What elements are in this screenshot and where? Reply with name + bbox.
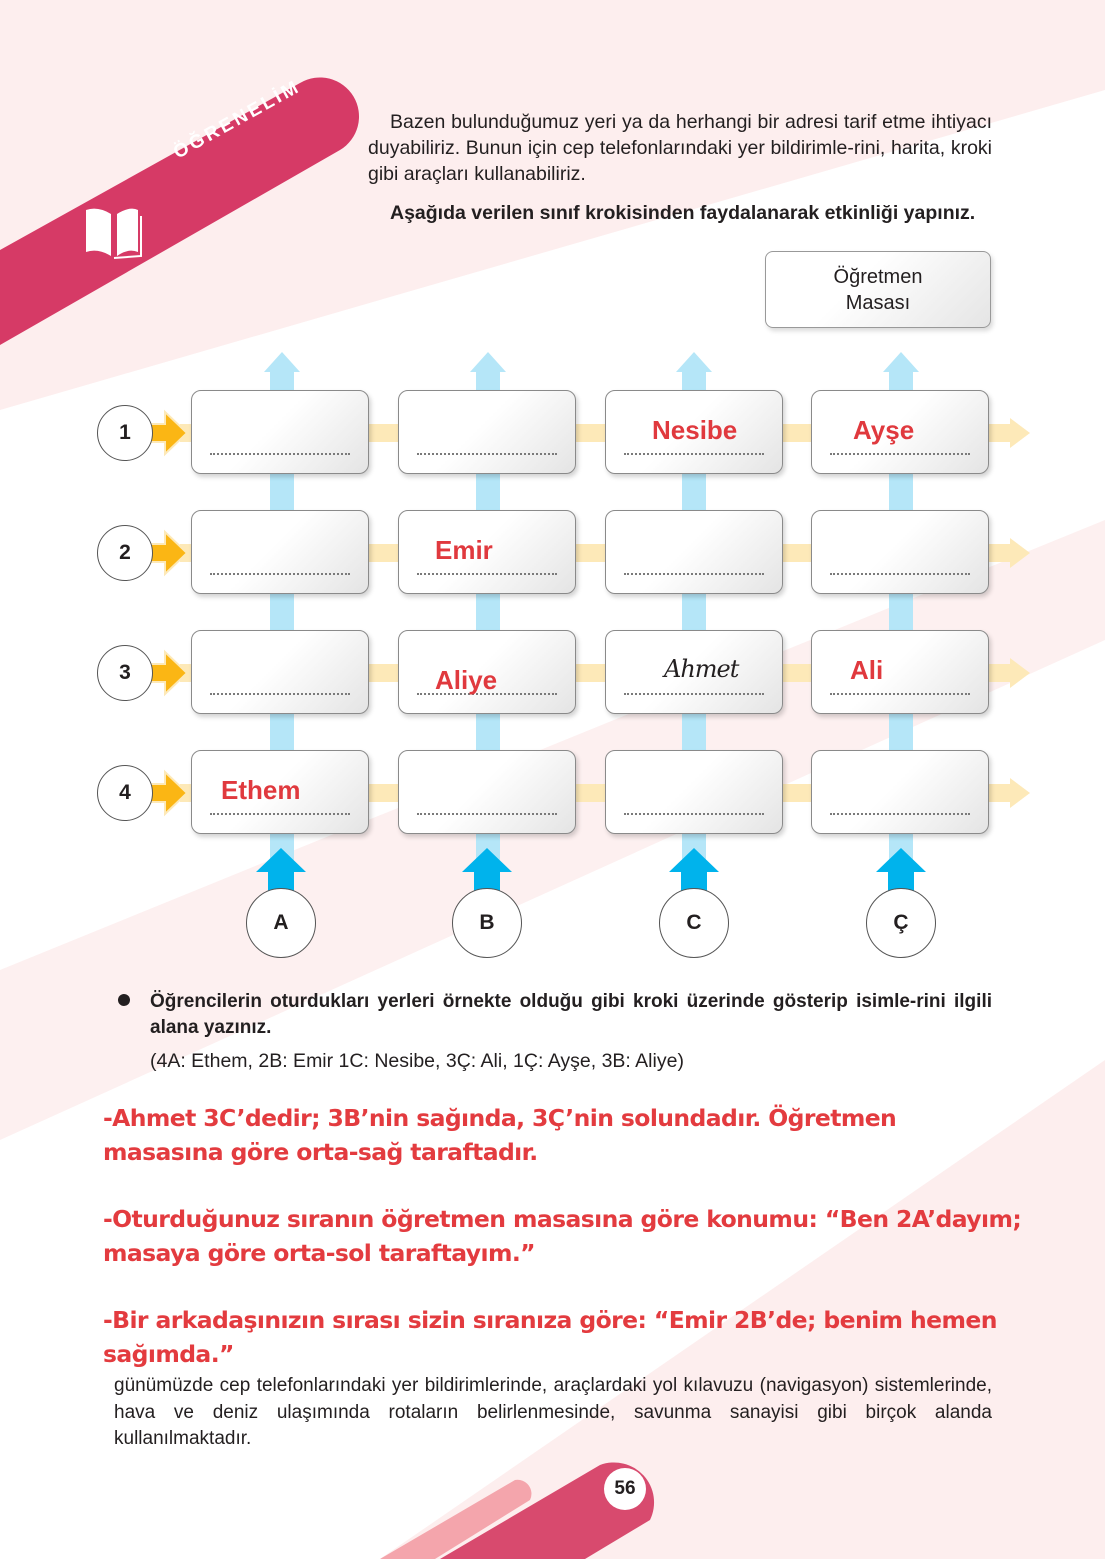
- dotted-line: [830, 693, 970, 695]
- task-hint: (4A: Ethem, 2B: Emir 1C: Nesibe, 3Ç: Ali, 1Ç: Ayşe, 3B: Aliye): [150, 1050, 684, 1072]
- seat-3C[interactable]: [605, 630, 783, 714]
- seat-3Ç[interactable]: [811, 630, 989, 714]
- dotted-line: [830, 573, 970, 575]
- row-arrows: [150, 412, 187, 814]
- column-label-C: C: [659, 888, 729, 958]
- dotted-line: [210, 813, 350, 815]
- seat-name: Emir: [435, 535, 493, 565]
- dotted-line: [624, 573, 764, 575]
- seat-name: Ayşe: [853, 415, 915, 445]
- seat-name: Ethem: [221, 775, 301, 805]
- seat-2B[interactable]: [398, 510, 576, 594]
- row-label-4: 4: [97, 765, 153, 821]
- dotted-line: [210, 573, 350, 575]
- bullet-icon: [118, 994, 130, 1006]
- seat-name: Aliye: [435, 665, 498, 695]
- seat-4C[interactable]: [605, 750, 783, 834]
- seat-1C[interactable]: [605, 390, 783, 474]
- row-label-3: 3: [97, 645, 153, 701]
- dotted-line: [210, 693, 350, 695]
- dotted-line: [830, 813, 970, 815]
- teacher-desk-line1: Öğretmen: [833, 266, 923, 288]
- dotted-line: [417, 813, 557, 815]
- dotted-line: [624, 693, 764, 695]
- row-label-2: 2: [97, 525, 153, 581]
- seat-2C[interactable]: [605, 510, 783, 594]
- banner-title: ÖĞRENELİM: [170, 76, 305, 164]
- dotted-line: [830, 453, 970, 455]
- seat-1Ç[interactable]: [811, 390, 989, 474]
- column-label-A: A: [246, 888, 316, 958]
- answer-3: -Bir arkadaşınızın sırası sizin sıranıza göre: “Emir 2B’de; benim hemen sağımda.”: [103, 1306, 997, 1368]
- dotted-line: [210, 453, 350, 455]
- task-text: Öğrencilerin oturdukları yerleri örnekte olduğu gibi kroki üzerinde gösterip isimle-rini ilgili alana yazınız.: [150, 991, 992, 1038]
- seat-4B[interactable]: [398, 750, 576, 834]
- page-number: 56: [604, 1468, 646, 1510]
- dotted-line: [624, 453, 764, 455]
- answer-2: -Oturduğunuz sıranın öğretmen masasına göre konumu: “Ben 2A’dayım; masaya göre orta-sol taraftayım.”: [103, 1205, 1022, 1267]
- answer-1: -Ahmet 3C’dedir; 3B’nin sağında, 3Ç’nin solundadır. Öğretmen masasına göre orta-sağ taraftadır.: [103, 1104, 897, 1166]
- seat-3A[interactable]: [191, 630, 369, 714]
- teacher-desk: [765, 251, 991, 328]
- seat-1A[interactable]: [191, 390, 369, 474]
- seat-name: Ahmet: [664, 655, 739, 683]
- dotted-line: [417, 453, 557, 455]
- seat-3B[interactable]: [398, 630, 576, 714]
- column-label-B: B: [452, 888, 522, 958]
- seat-4A[interactable]: [191, 750, 369, 834]
- seat-1B[interactable]: [398, 390, 576, 474]
- seat-name: Nesibe: [652, 415, 738, 445]
- seat-2Ç[interactable]: [811, 510, 989, 594]
- dotted-line: [624, 813, 764, 815]
- book-icon: [84, 206, 144, 260]
- footer-paragraph: günümüzde cep telefonlarındaki yer bildirimlerinde, araçlardaki yol kılavuzu (navigasyon) sistemlerinde, hava ve deniz ulaşımında rotaların belirlenmesinde, savunma sanayisi gibi birçok alanda kullanılmaktadır.: [114, 1375, 992, 1449]
- instruction: Aşağıda verilen sınıf krokisinden faydalanarak etkinliği yapınız.: [390, 202, 976, 224]
- seat-name: Ali: [850, 655, 884, 685]
- teacher-desk-line2: Masası: [845, 292, 911, 314]
- intro-paragraph: Bazen bulunduğumuz yeri ya da herhangi bir adresi tarif etme ihtiyacı duyabiliriz. Bunun için cep telefonlarındaki yer bildirimle-rini, harita, kroki gibi araçları kullanabiliriz.: [368, 111, 992, 185]
- dotted-line: [417, 573, 557, 575]
- seat-4Ç[interactable]: [811, 750, 989, 834]
- column-label-Ç: Ç: [866, 888, 936, 958]
- row-label-1: 1: [97, 405, 153, 461]
- seat-2A[interactable]: [191, 510, 369, 594]
